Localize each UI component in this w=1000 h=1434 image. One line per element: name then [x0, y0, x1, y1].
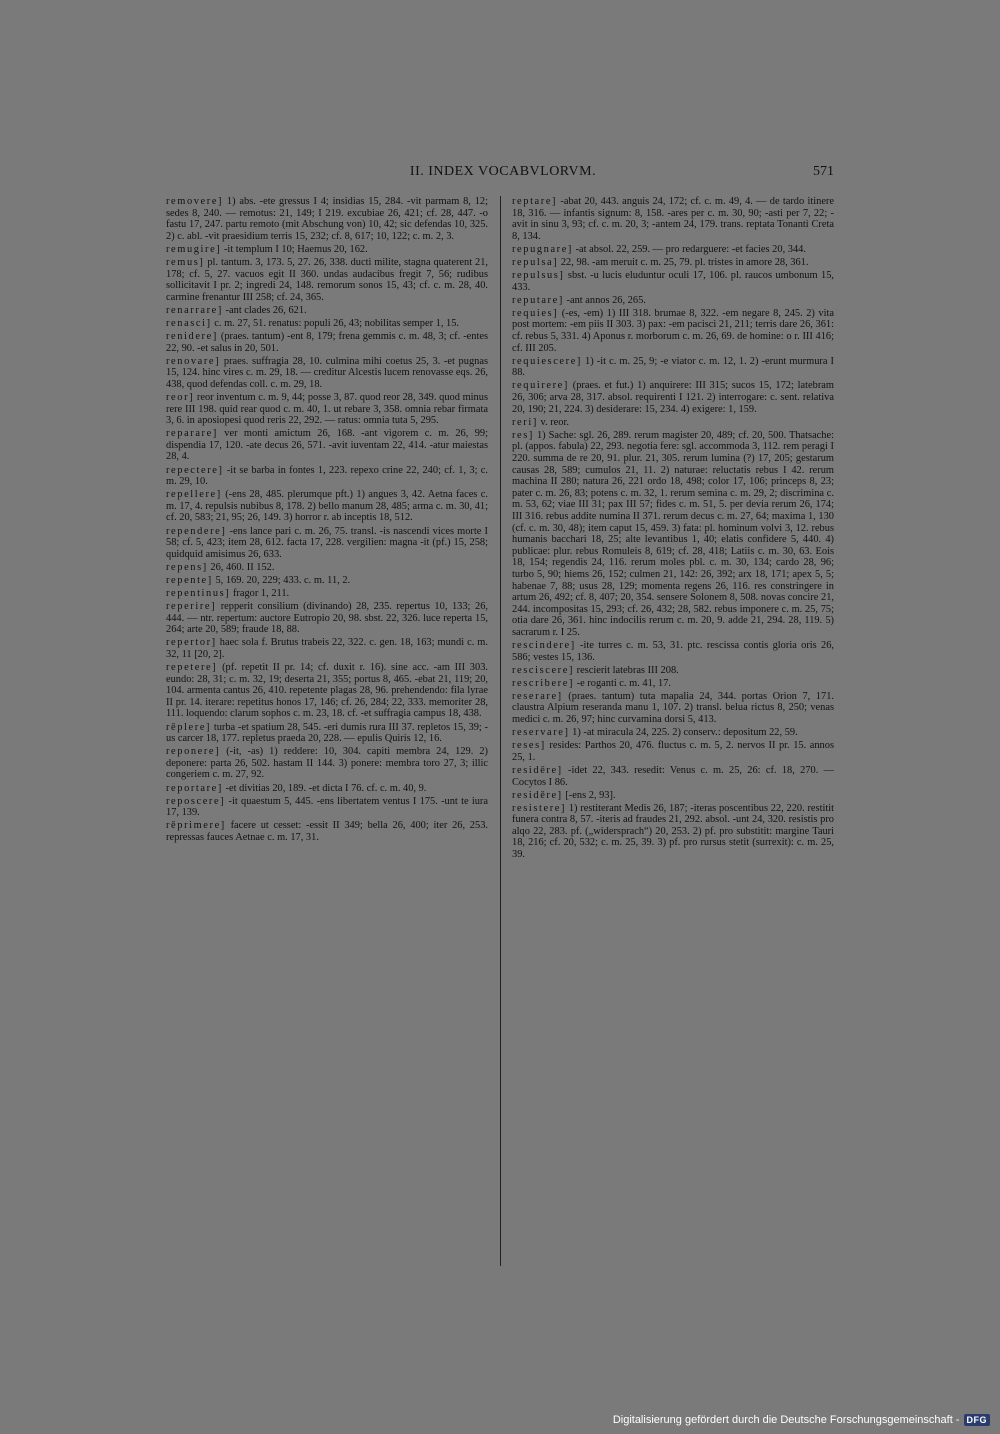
index-entry — [512, 790, 834, 802]
entry-headword: resciscere] — [512, 664, 575, 676]
index-entry — [166, 575, 488, 587]
index-entry — [166, 526, 488, 561]
column-divider — [500, 196, 501, 1266]
index-entry — [512, 727, 834, 739]
entry-text: 26, 460. II 152. — [207, 561, 275, 573]
entry-headword: repertor] — [166, 637, 217, 649]
index-entry — [166, 637, 488, 660]
right-column — [512, 196, 834, 862]
entry-headword: remus] — [166, 256, 205, 268]
entry-text: sbst. -u lucis eluduntur oculi 17, 106. pl. raucos umbonum 15, 433. — [512, 270, 834, 293]
entry-text: 1) -at miracula 24, 225. 2) conserv.: depositum 22, 59. — [569, 727, 798, 739]
entry-text: rescierit latebras III 208. — [574, 664, 679, 676]
index-columns — [166, 196, 840, 1276]
entry-text: 1) restiterant Medis 26, 187; -iteras poscentibus 22, 220. restitit funera contra 8, 57. -iteris ad fraudes 21, 292. absol. -unt 24, 320. resistis pro alqo 22, 283. pf. („widersprach“) 20, 253. 2) pf. pro substitit: margine Tauri 18, 216; cf. 20, 532; c. m. 25, 39. 3) pf. pro rursus stetit (surrexit): c. m. 25, 39. — [512, 802, 834, 861]
entry-text: resides: Parthos 20, 476. fluctus c. m. 5, 2. nervos II pr. 15. annos 25, 1. — [512, 740, 834, 763]
index-entry — [166, 722, 488, 745]
entry-headword: repellere] — [166, 489, 222, 501]
entry-headword: renarrare] — [166, 304, 223, 316]
entry-text: -abat 20, 443. anguis 24, 172; cf. c. m. 49, 4. — de tardo itinere 18, 316. — infantis signum: 8, 158. -ares per c. m. 30, 90; -asti per 7, 22; -avit in sinu 3, 93; cf. c. m. 20, 3; -antem 24, 179. trans. reptata Tonanti Creta 8, 134. — [512, 196, 834, 242]
index-entry — [166, 746, 488, 781]
entry-headword: resistere] — [512, 802, 567, 814]
entry-headword: repectere] — [166, 464, 224, 476]
index-entry — [166, 588, 488, 600]
left-column — [166, 196, 488, 845]
index-entry — [166, 331, 488, 354]
index-entry — [166, 601, 488, 636]
index-entry — [512, 765, 834, 788]
entry-text: 1) abs. -ete gressus I 4; insidias 15, 284. -vit parmam 8, 12; sedes 8, 240. — remotus: 21, 149; I 219. excubiae 26, 421; cf. 28, 447. -o fastu 17, 247. partu remoto (mit Abschung von) 10, 42; sic defendas 10, 325. 2) c. abl. -vit praesidium terris 15, 232; cf. 8, 617; 10, 122; c. m. 2, 3. — [166, 196, 488, 242]
entry-text: haec sola f. Brutus trabeis 22, 322. c. gen. 18, 163; mundi c. m. 32, 11 [20, 2]. — [166, 637, 488, 660]
entry-text: c. m. 27, 51. renatus: populi 26, 43; nobilitas semper 1, 15. — [211, 317, 460, 329]
entry-text: -it se barba in fontes 1, 223. repexo crine 22, 240; cf. 1, 3; c. m. 29, 10. — [166, 464, 488, 488]
entry-text: -ens lance pari c. m. 26, 75. transl. -is nascendi vices morte I 58; cf. 5, 423; item 28, 612. facta 17, 228. vergilien: magna -it (pf.) 15, 258; quidquid amisimus 26, 633. — [166, 525, 488, 560]
index-entry — [512, 196, 834, 242]
index-entry — [512, 308, 834, 354]
entry-text: [-ens 2, 93]. — [562, 789, 616, 801]
entry-text: -ite turres c. m. 53, 31. ptc. rescissa contis gloria oris 26, 586; vestes 15, 136. — [512, 639, 834, 663]
entry-headword: reor] — [166, 392, 195, 403]
index-entry — [166, 796, 488, 819]
entry-headword: repulsus] — [512, 270, 565, 282]
entry-text: -it quaestum 5, 445. -ens libertatem ventus I 175. -unt te iura 17, 139. — [166, 795, 488, 819]
dfg-logo: DFG — [964, 1414, 991, 1426]
entry-headword: residēre] — [512, 764, 563, 776]
entry-headword: renasci] — [166, 317, 212, 329]
entry-text: (pf. repetit II pr. 14; cf. duxit r. 16). sine acc. -am III 303. eundo: 28, 31; c. m. 32, 19; deserta 21, 355; portus 8, 465. -ebat 21, 119; 20, 104. armenta cantus 26, 410. repetente plagas 28, 96. prehendendo: fila lyrae II pr. 14. iterare: repetitus honos 17, 146; cf. 26, 284; 22, 333. memoriter 28, 111. loquendo: clarum sophos c. m. 23, 18. cf. -et suffragia campus 18, 438. — [166, 662, 488, 720]
entry-headword: repetere] — [166, 662, 218, 674]
entry-headword: reposcere] — [166, 795, 226, 807]
entry-text: 1) -it c. m. 25, 9; -e viator c. m. 12, 1. 2) -erunt murmura I 88. — [512, 355, 834, 379]
entry-text: -ant clades 26, 621. — [222, 304, 307, 316]
entry-text: -e roganti c. m. 41, 17. — [574, 677, 671, 689]
entry-text: -ant annos 26, 265. — [563, 294, 646, 306]
entry-text: 1) Sache: sgl. 26, 289. rerum magister 20, 489; cf. 20, 500. Thatsache: pl. (appos. fabula) 22, 293. negotia fere: sgl. accommoda 3, 112. rem peragi I 220. summa de re 20, 91. plur. 21, 305. rerum lumina (?) 17, 205; gestarum causas 28, 589; cumulos 21, 11. 2) naturae: reluctatis rebus I 42. rerum machina II 280; natura 26, 221 ordo 18, 498; color 17, 106; princeps 8, 23; pater c. m. 26, 83; potens c. m. 32, 1. rerum semina c. m. 29, 2; discrimina c. m. 53, 62; viae III 31; pax III 57; fides c. m. 51, 5. per devia rerum 26, 174; III 316. rebus addite numina II 371. rerum decus c. m. 27, 64; maxima 1, 130 (cf. c. m. 30, 48); item caput 15, 459. 3) fata: pl. hominum volvi 3, 12. rebus humanis bacchari 18, 25; alte levantibus 1, 40; elatis confidere 5, 440. 4) publicae: plur. rebus Romuleis 8, 619; cf. 28, 418; Latiis c. m. 30, 63. Eois 18, 154; regendis 24, 116. rerum moles pbl. c. m. 30, 134; cardo 28, 96; turbo 5, 90; hiems 26, 152; culmen 21, 142: 26, 392; arx 18, 171; apex 5, 5; habenae 7, 88; usus 28, 129; momenta regens 26, 116. res constringere in artum 26, 492; cf. 8, 407; 20, 354. sensere Solonem 8, 508. novas concire 21, 244. incompositas 15, 293; cf. 26, 432; 28, 582. rebus imponere c. m. 25, 75; otia dare 26, 361. hinc indocilis rerum c. m. 20, 9. adde 21, 294. 28, 119. 5) sacrarum r. I 25. — [512, 429, 834, 638]
entry-headword: reptare] — [512, 196, 558, 207]
entry-headword: reservare] — [512, 727, 570, 739]
entry-headword: reparare] — [166, 428, 218, 440]
index-entry — [512, 356, 834, 379]
entry-headword: rěprimere] — [166, 820, 226, 832]
index-entry — [166, 783, 488, 795]
entry-headword: removere] — [166, 196, 224, 207]
index-entry — [512, 417, 834, 429]
entry-text: v. reor. — [537, 416, 569, 428]
entry-text: 22, 98. -am meruit c. m. 25, 79. pl. tristes in amore 28, 361. — [558, 256, 809, 268]
entry-headword: rescindere] — [512, 639, 576, 651]
entry-headword: reri] — [512, 416, 538, 428]
entry-text: turba -et spatium 28, 545. -eri dumis rura III 37. repletos 15, 39; -us carcer 18, 177. repletus praeda 20, 228. — epulis Quiris 12, 16. — [166, 721, 488, 745]
entry-headword: rescribere] — [512, 677, 575, 689]
entry-headword: res] — [512, 429, 534, 441]
index-entry — [166, 820, 488, 843]
entry-text: 5, 169. 20, 229; 433. c. m. 11, 2. — [212, 574, 351, 586]
entry-text: pl. tantum. 3, 173. 5, 27. 26, 338. ducti milite, stagna quaterent 21, 178; cf. 5, 27. vacuos egit II 360. undas audacibus fregit 7, 56; rudibus sollicitavit I pr. 2; ingredi 24, 148. remorum sonos 15, 43; cf. c. m. 28, 40. carmine frenantur III 258; cf. 24, 365. — [166, 256, 488, 303]
index-entry — [166, 465, 488, 488]
entry-headword: renovare] — [166, 355, 221, 367]
entry-text: (praes. et fut.) 1) anquirere: III 315; sucos 15, 172; latebram 26, 306; arva 28, 317. absol. requirenti I 121. 2) interrogare: c. sent. relativa 20, 190; 21, 224. 3) desiderare: 15, 234. 4) exigere: 1, 159. — [512, 380, 834, 415]
index-entry — [166, 196, 488, 242]
entry-text: -idet 22, 343. resedit: Venus c. m. 25, 26: cf. 18, 270. — Cocytos I 86. — [512, 764, 834, 788]
index-entry — [512, 257, 834, 269]
entry-text: fragor 1, 211. — [230, 588, 290, 599]
entry-text: -at absol. 22, 259. — pro redarguere: -et facies 20, 344. — [573, 243, 806, 255]
entry-text: -et divitias 20, 189. -et dicta I 76. cf. c. m. 40, 9. — [222, 782, 427, 794]
entry-text: (praes. tantum) tuta mapalia 24, 344. portas Orion 7, 171. claustra Alpium reseranda manu 1, 107. 2) transl. belua rictus 8, 250; venas medici c. m. 26, 97; hinc curvamina dorsi 5, 413. — [512, 690, 834, 726]
index-entry — [166, 489, 488, 524]
entry-headword: requiescere] — [512, 355, 582, 367]
index-entry — [512, 640, 834, 663]
entry-headword: rependere] — [166, 525, 227, 537]
index-entry — [166, 257, 488, 303]
entry-text: facere ut cesset: -essit II 349; bella 26, 400; iter 26, 253. repressas fauces Aetnae c. m. 17, 31. — [166, 820, 488, 843]
index-entry — [166, 428, 488, 463]
index-entry — [512, 430, 834, 639]
entry-headword: reportare] — [166, 782, 223, 794]
entry-headword: renidere] — [166, 331, 218, 343]
entry-text: ver monti amictum 26, 168. -ant vigorem c. m. 26, 99; dispendia 17, 120. -ate decus 26, 571. -avit iuventam 22, 414. -atur maiestas 28, 4. — [166, 428, 488, 463]
entry-headword: reses] — [512, 740, 546, 752]
book-page — [158, 156, 848, 1276]
entry-text: (-it, -as) 1) reddere: 10, 304. capiti membra 24, 129. 2) deponere: parta 26, 502. hastam II 144. 3) ponere: membra toro 27, 3; illic congeriem c. m. 27, 92. — [166, 746, 488, 781]
index-entry — [166, 392, 488, 427]
index-entry — [512, 244, 834, 256]
entry-headword: reperire] — [166, 601, 217, 613]
entry-text: (-ens 28, 485. plerumque pft.) 1) angues 3, 42. Aetna faces c. m. 17, 4. repulsis nubibus 8, 178. 2) bello manum 28, 485; arma c. m. 30, 41; cf. 20, 583; 21, 95; 26, 149. 3) horror r. ab inceptis 18, 512. — [166, 489, 488, 524]
index-entry — [166, 356, 488, 391]
index-entry — [512, 665, 834, 677]
entry-headword: reponere] — [166, 746, 221, 758]
entry-text: -it templum I 10; Haemus 20, 162. — [221, 243, 368, 255]
page-number: 571 — [813, 164, 834, 179]
entry-text: (-es, -em) 1) III 318. brumae 8, 322. -em negare 8, 245. 2) vita post mortem: -em piis II 303. 3) pax: -em pacisci 21, 211; terris dare 26, 361: cf. rebus 5, 331. 4) Aponus r. morborum c. m. 26, 69. de homine: o r. III 416; cf. III 205. — [512, 307, 834, 354]
running-head — [158, 164, 848, 186]
entry-headword: residěre] — [512, 789, 563, 801]
entry-headword: repulsa] — [512, 256, 559, 268]
entry-headword: rēplere] — [166, 721, 212, 733]
funding-notice: Digitalisierung gefördert durch die Deutsche Forschungsgemeinschaft - — [612, 1414, 960, 1426]
entry-text: repperit consilium (divinando) 28, 235. repertus 10, 133; 26, 444. — ntr. repertum: auctore Eutropio 20, 98. sbst. 22, 326. luce reperta 15, 264; arte 20, 589; fraude 18, 88. — [166, 601, 488, 636]
index-entry — [166, 662, 488, 720]
index-entry — [166, 318, 488, 330]
entry-text: (praes. tantum) -ent 8, 179; frena gemmis c. m. 48, 3; cf. -entes 22, 90. -et salus in 20, 501. — [166, 331, 488, 354]
entry-text: praes. suffragia 28, 10. culmina mihi coetus 25, 3. -et pugnas 15, 124. hinc vires c. m. 29, 18. — creditur Alcestis lucem renovasse eqs. 26, 438, quod defendas coll. c. m. 29, 18. — [166, 355, 488, 390]
index-entry — [512, 270, 834, 293]
index-entry — [512, 803, 834, 861]
index-entry — [166, 244, 488, 256]
funding-footer — [613, 1412, 990, 1428]
index-entry — [166, 305, 488, 317]
entry-headword: reputare] — [512, 294, 564, 306]
entry-headword: reserare] — [512, 690, 563, 702]
index-entry — [512, 295, 834, 307]
entry-headword: requies] — [512, 307, 559, 319]
entry-headword: remugire] — [166, 243, 222, 255]
entry-text: reor inventum c. m. 9, 44; posse 3, 87. quod reor 28, 349. quod minus rere III 198. quid rear quod c. m. 40, 1. ut rebare 3, 358. omnia rebar firmata 3, 6. in aposiopesi quod reris 22, 292. — ratus: omnia tuta 5, 295. — [166, 392, 488, 427]
entry-headword: repentinus] — [166, 588, 231, 599]
entry-headword: repens] — [166, 561, 208, 573]
entry-headword: requirere] — [512, 380, 569, 392]
index-entry — [512, 740, 834, 763]
index-entry — [512, 691, 834, 726]
index-entry — [512, 380, 834, 415]
index-entry — [512, 678, 834, 690]
index-entry — [166, 562, 488, 574]
running-title: II. INDEX VOCABVLORVM. — [409, 164, 597, 179]
entry-headword: repugnare] — [512, 243, 573, 255]
entry-headword: repente] — [166, 574, 213, 586]
